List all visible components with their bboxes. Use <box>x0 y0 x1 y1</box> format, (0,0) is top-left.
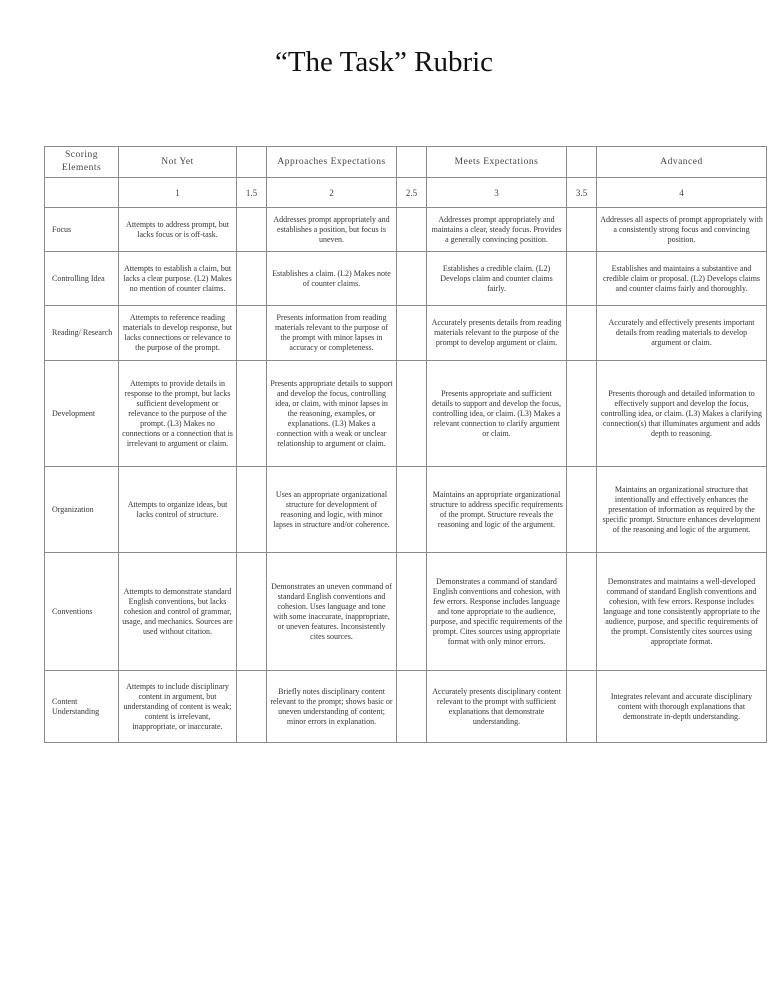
cell-blank <box>567 252 597 306</box>
cell-blank <box>397 252 427 306</box>
criterion-label: Controlling Idea <box>45 252 119 306</box>
header-scoring-elements: Scoring Elements <box>45 147 119 178</box>
score-2-5: 2.5 <box>397 178 427 208</box>
cell-blank <box>237 252 267 306</box>
cell-not-yet: Attempts to address prompt, but lacks focus or is off-task. <box>119 208 237 252</box>
cell-blank <box>567 671 597 743</box>
cell-blank <box>397 553 427 671</box>
cell-meets: Presents appropriate and sufficient details to support and develop the focus, controlling idea, or claim. (L3) Makes a relevant connection to clarify argument or claim. <box>427 361 567 467</box>
cell-approaches: Addresses prompt appropriately and establishes a position, but focus is uneven. <box>267 208 397 252</box>
table-row <box>45 361 767 467</box>
cell-blank <box>237 361 267 467</box>
score-3-5: 3.5 <box>567 178 597 208</box>
cell-not-yet: Attempts to establish a claim, but lacks a clear purpose. (L2) Makes no mention of counter claims. <box>119 252 237 306</box>
header-row <box>45 147 767 178</box>
cell-advanced: Accurately and effectively presents important details from reading materials to develop argument or claim. <box>597 306 767 361</box>
cell-approaches: Presents appropriate details to support and develop the focus, controlling idea, or claim, with minor lapses in the reasoning, examples, or explanations. (L3) Makes a connection with a weak or unclear relationship to argument or claim. <box>267 361 397 467</box>
cell-meets: Establishes a credible claim. (L2) Develops claim and counter claims fairly. <box>427 252 567 306</box>
rubric-table <box>44 146 767 743</box>
cell-meets: Maintains an appropriate organizational structure to address specific requirements of the prompt. Structure reveals the reasoning and logic of the argument. <box>427 467 567 553</box>
table-row <box>45 306 767 361</box>
criterion-label: Development <box>45 361 119 467</box>
cell-approaches: Briefly notes disciplinary content relevant to the prompt; shows basic or uneven understanding of content; minor errors in explanation. <box>267 671 397 743</box>
table-row <box>45 252 767 306</box>
cell-meets: Accurately presents details from reading materials relevant to the purpose of the prompt to develop argument or claim. <box>427 306 567 361</box>
cell-advanced: Integrates relevant and accurate disciplinary content with thorough explanations that demonstrate in-depth understanding. <box>597 671 767 743</box>
cell-blank <box>567 306 597 361</box>
cell-meets: Accurately presents disciplinary content relevant to the prompt with sufficient explanations that demonstrate understanding. <box>427 671 567 743</box>
criterion-label: Organization <box>45 467 119 553</box>
table-row <box>45 671 767 743</box>
criterion-label: Focus <box>45 208 119 252</box>
score-4: 4 <box>597 178 767 208</box>
cell-blank <box>237 208 267 252</box>
cell-advanced: Presents thorough and detailed information to effectively support and develop the focus, controlling idea, or claim. (L3) Makes a clarifying connection(s) that illuminates argument and adds depth to reasoning. <box>597 361 767 467</box>
header-not-yet: Not Yet <box>119 147 237 178</box>
cell-advanced: Establishes and maintains a substantive and credible claim or proposal. (L2) Develops claims and counter claims fairly and thoroughly. <box>597 252 767 306</box>
score-blank <box>45 178 119 208</box>
criterion-label: Content Understanding <box>45 671 119 743</box>
header-blank <box>567 147 597 178</box>
header-blank <box>397 147 427 178</box>
cell-approaches: Presents information from reading materials relevant to the purpose of the prompt with minor lapses in accuracy or completeness. <box>267 306 397 361</box>
score-1-5: 1.5 <box>237 178 267 208</box>
cell-approaches: Uses an appropriate organizational structure for development of reasoning and logic, with minor lapses in structure and/or coherence. <box>267 467 397 553</box>
cell-not-yet: Attempts to organize ideas, but lacks control of structure. <box>119 467 237 553</box>
score-3: 3 <box>427 178 567 208</box>
table-row <box>45 208 767 252</box>
cell-not-yet: Attempts to reference reading materials to develop response, but lacks connections or relevance to the purpose of the prompt. <box>119 306 237 361</box>
cell-not-yet: Attempts to include disciplinary content in argument, but understanding of content is weak; content is irrelevant, inappropriate, or inaccurate. <box>119 671 237 743</box>
cell-advanced: Demonstrates and maintains a well-developed command of standard English conventions and cohesion, with few errors. Response includes language and tone consistently appropriate to the audience, purpose, and specific requirements of the prompt. Consistently cites sources using appropriate format. <box>597 553 767 671</box>
cell-advanced: Addresses all aspects of prompt appropriately with a consistently strong focus and convincing position. <box>597 208 767 252</box>
cell-blank <box>397 467 427 553</box>
score-1: 1 <box>119 178 237 208</box>
criterion-label: Conventions <box>45 553 119 671</box>
cell-blank <box>237 467 267 553</box>
cell-meets: Demonstrates a command of standard English conventions and cohesion, with few errors. Response includes language and tone appropriate to the audience, purpose, and specific requirements of the prompt. Cites sources using appropriate format with only minor errors. <box>427 553 567 671</box>
header-meets: Meets Expectations <box>427 147 567 178</box>
header-advanced: Advanced <box>597 147 767 178</box>
cell-approaches: Demonstrates an uneven command of standard English conventions and cohesion. Uses language and tone with some inaccurate, inappropriate, or uneven features. Inconsistently cites sources. <box>267 553 397 671</box>
cell-not-yet: Attempts to demonstrate standard English conventions, but lacks cohesion and control of grammar, usage, and mechanics. Sources are used without citation. <box>119 553 237 671</box>
table-row <box>45 467 767 553</box>
cell-blank <box>397 361 427 467</box>
cell-meets: Addresses prompt appropriately and maintains a clear, steady focus. Provides a generally convincing position. <box>427 208 567 252</box>
cell-blank <box>397 671 427 743</box>
page-title: “The Task” Rubric <box>274 46 494 78</box>
cell-advanced: Maintains an organizational structure that intentionally and effectively enhances the presentation of information as required by the specific prompt. Structure enhances development of the reasoning and logic of the argument. <box>597 467 767 553</box>
cell-approaches: Establishes a claim. (L2) Makes note of counter claims. <box>267 252 397 306</box>
score-2: 2 <box>267 178 397 208</box>
header-approaches: Approaches Expectations <box>267 147 397 178</box>
score-row <box>45 178 767 208</box>
cell-blank <box>567 208 597 252</box>
cell-blank <box>567 553 597 671</box>
cell-blank <box>397 208 427 252</box>
header-blank <box>237 147 267 178</box>
cell-blank <box>237 553 267 671</box>
cell-blank <box>567 361 597 467</box>
cell-blank <box>237 306 267 361</box>
criterion-label: Reading/ Research <box>45 306 119 361</box>
table-row <box>45 553 767 671</box>
cell-blank <box>567 467 597 553</box>
cell-blank <box>237 671 267 743</box>
cell-not-yet: Attempts to provide details in response to the prompt, but lacks sufficient development or relevance to the purpose of the prompt. (L3) Makes no connections or a connection that is irrelevant to argument or claim. <box>119 361 237 467</box>
cell-blank <box>397 306 427 361</box>
